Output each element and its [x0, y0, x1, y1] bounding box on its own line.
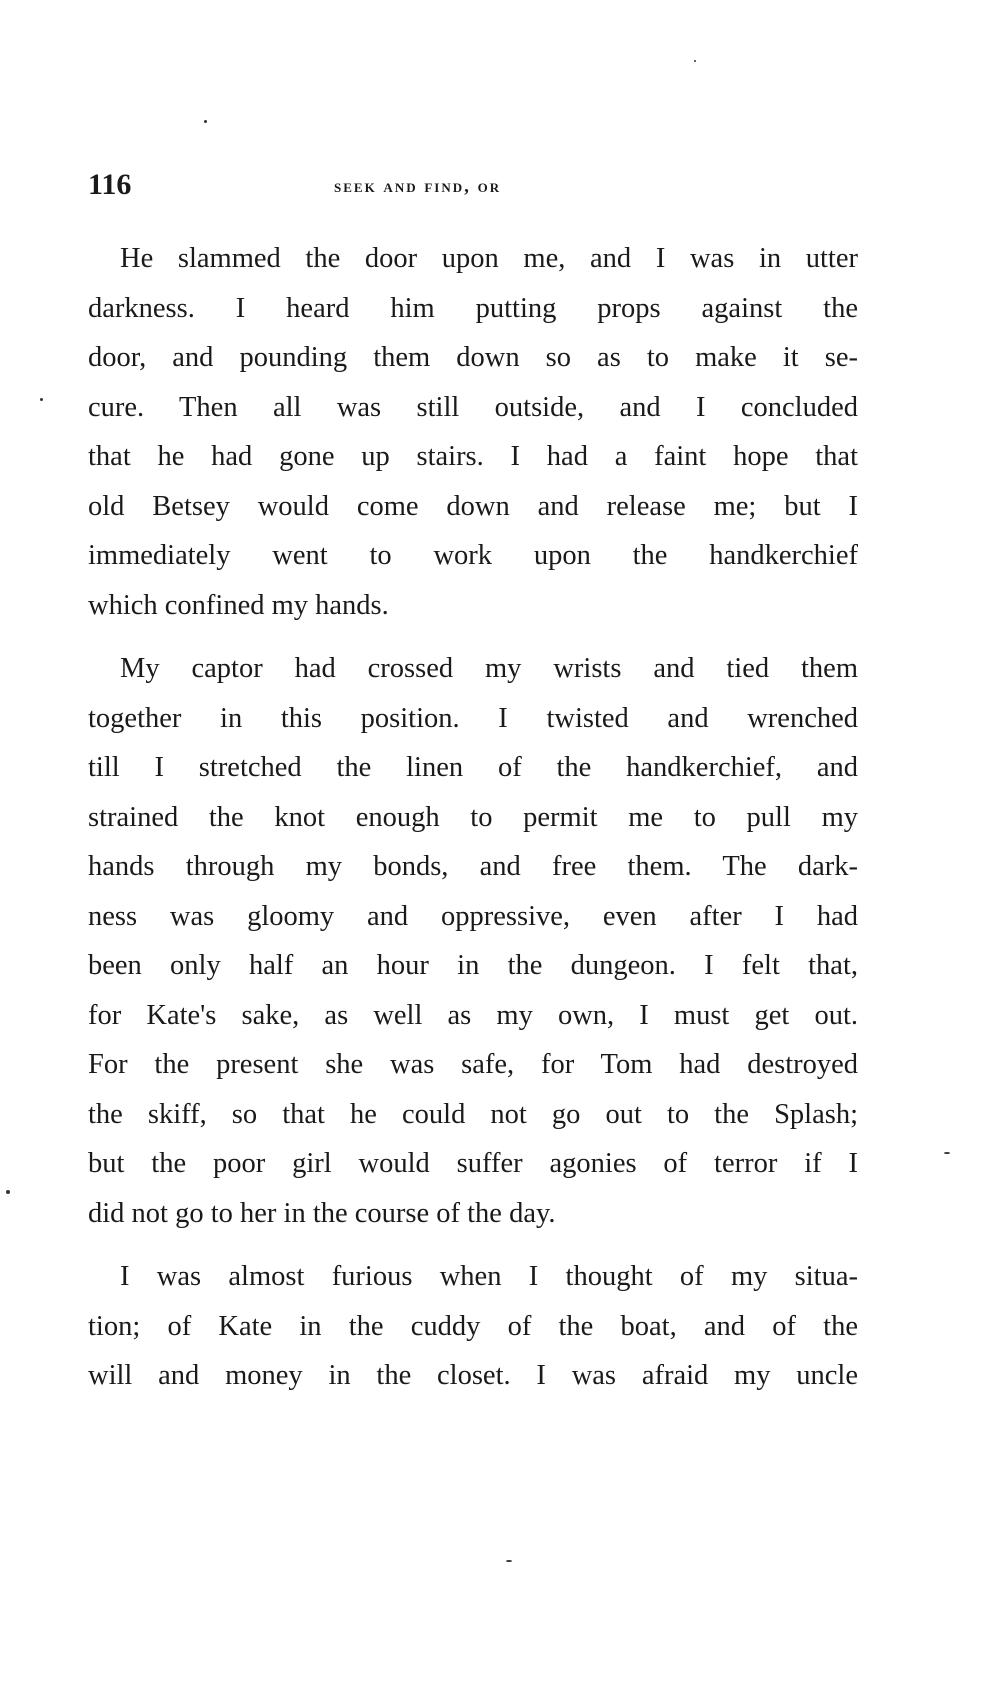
text-line: but the poor girl would suffer agonies of terror if I — [88, 1148, 858, 1179]
text-line: For the present she was safe, for Tom had destroyed — [88, 1049, 858, 1080]
scan-speck — [694, 60, 696, 62]
text-line: for Kate's sake, as well as my own, I must get out. — [88, 999, 858, 1031]
text-line: will and money in the closet. I was afraid my uncle — [88, 1360, 858, 1391]
paragraph — [88, 1252, 858, 1401]
scan-speck — [40, 398, 43, 401]
running-head: seek and find, or — [334, 176, 502, 197]
text-line: tion; of Kate in the cuddy of the boat, and of the — [88, 1310, 858, 1342]
text-line: ness was gloomy and oppressive, even after I had — [88, 900, 858, 932]
text-line: that he had gone up stairs. I had a faint hope that — [88, 441, 858, 472]
text-line: did not go to her in the course of the day. — [88, 1197, 556, 1229]
scan-speck — [204, 120, 207, 123]
text-line: hands through my bonds, and free them. The dark- — [88, 851, 858, 882]
scan-speck — [6, 1190, 10, 1194]
text-line: cure. Then all was still outside, and I concluded — [88, 391, 858, 423]
text-line: strained the knot enough to permit me to pull my — [88, 801, 858, 833]
text-line: the skiff, so that he could not go out to the Splash; — [88, 1098, 858, 1130]
text-line: door, and pounding them down so as to make it se- — [88, 342, 858, 373]
page-header — [88, 168, 858, 208]
scan-speck — [506, 1560, 512, 1562]
text-line: which confined my hands. — [88, 589, 389, 621]
text-line: together in this position. I twisted and wrenched — [88, 702, 858, 734]
scan-speck — [944, 1152, 950, 1154]
paragraph — [88, 234, 858, 630]
body-text — [88, 234, 858, 1415]
text-line: My captor had crossed my wrists and tied them — [120, 653, 858, 684]
page-number: 116 — [88, 168, 132, 201]
text-line: He slammed the door upon me, and I was in utter — [120, 243, 858, 274]
text-line: immediately went to work upon the handkerchief — [88, 540, 858, 571]
text-line: old Betsey would come down and release me; but I — [88, 490, 858, 522]
text-line: been only half an hour in the dungeon. I felt that, — [88, 950, 858, 981]
text-line: darkness. I heard him putting props against the — [88, 292, 858, 324]
text-line: till I stretched the linen of the handkerchief, and — [88, 752, 858, 783]
paragraph — [88, 644, 858, 1238]
text-line: I was almost furious when I thought of my situa- — [120, 1261, 858, 1292]
